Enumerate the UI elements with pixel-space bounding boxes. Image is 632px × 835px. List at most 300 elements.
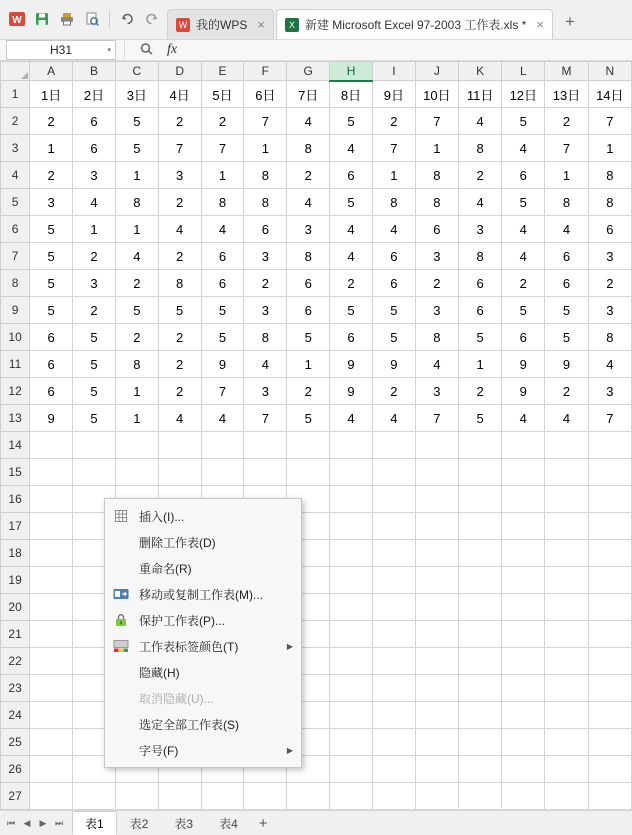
cell-K8[interactable]: 6 (459, 270, 502, 297)
cell-D13[interactable]: 4 (158, 405, 201, 432)
cell-L26[interactable] (502, 756, 545, 783)
cell-A8[interactable]: 5 (30, 270, 73, 297)
cell-M2[interactable]: 2 (545, 108, 588, 135)
cell-M8[interactable]: 6 (545, 270, 588, 297)
cell-L6[interactable]: 4 (502, 216, 545, 243)
cell-H3[interactable]: 4 (330, 135, 373, 162)
cell-G8[interactable]: 6 (287, 270, 330, 297)
close-icon[interactable]: × (536, 17, 544, 32)
cell-N15[interactable] (588, 459, 631, 486)
cell-L3[interactable]: 4 (502, 135, 545, 162)
cell-H21[interactable] (330, 621, 373, 648)
cell-E4[interactable]: 1 (201, 162, 244, 189)
cell-K6[interactable]: 3 (459, 216, 502, 243)
cell-A21[interactable] (30, 621, 73, 648)
tab-my-wps[interactable] (167, 9, 274, 39)
cell-D1[interactable]: 4日 (158, 81, 201, 108)
cell-K4[interactable]: 2 (459, 162, 502, 189)
cell-H12[interactable]: 9 (330, 378, 373, 405)
cell-E14[interactable] (201, 432, 244, 459)
cell-B12[interactable]: 5 (73, 378, 116, 405)
cell-M5[interactable]: 8 (545, 189, 588, 216)
context-menu-item-5[interactable] (105, 633, 301, 659)
cell-M1[interactable]: 13日 (545, 81, 588, 108)
row-header-13[interactable]: 13 (1, 405, 30, 432)
row-header-12[interactable]: 12 (1, 378, 30, 405)
row-header-2[interactable]: 2 (1, 108, 30, 135)
cell-D5[interactable]: 2 (158, 189, 201, 216)
cell-I20[interactable] (372, 594, 415, 621)
row-header-19[interactable]: 19 (1, 567, 30, 594)
cell-M26[interactable] (545, 756, 588, 783)
cell-A22[interactable] (30, 648, 73, 675)
print-preview-icon[interactable] (81, 8, 103, 30)
cell-L16[interactable] (502, 486, 545, 513)
cell-N19[interactable] (588, 567, 631, 594)
cell-L14[interactable] (502, 432, 545, 459)
cell-A16[interactable] (30, 486, 73, 513)
cell-G27[interactable] (287, 783, 330, 810)
row-header-5[interactable]: 5 (1, 189, 30, 216)
cell-D15[interactable] (158, 459, 201, 486)
cell-A6[interactable]: 5 (30, 216, 73, 243)
cell-L15[interactable] (502, 459, 545, 486)
cell-E10[interactable]: 5 (201, 324, 244, 351)
row-header-9[interactable]: 9 (1, 297, 30, 324)
cell-I1[interactable]: 9日 (372, 81, 415, 108)
row-header-8[interactable]: 8 (1, 270, 30, 297)
cell-F1[interactable]: 6日 (244, 81, 287, 108)
cell-L10[interactable]: 6 (502, 324, 545, 351)
cell-J1[interactable]: 10日 (415, 81, 458, 108)
cell-N5[interactable]: 8 (588, 189, 631, 216)
cell-I23[interactable] (372, 675, 415, 702)
cell-I16[interactable] (372, 486, 415, 513)
cell-K26[interactable] (459, 756, 502, 783)
cell-I25[interactable] (372, 729, 415, 756)
cell-E27[interactable] (201, 783, 244, 810)
cell-H26[interactable] (330, 756, 373, 783)
cell-G7[interactable]: 8 (287, 243, 330, 270)
cell-B10[interactable]: 5 (73, 324, 116, 351)
sheet-context-menu[interactable] (104, 498, 302, 768)
cell-F10[interactable]: 8 (244, 324, 287, 351)
cell-J11[interactable]: 4 (415, 351, 458, 378)
cell-I3[interactable]: 7 (372, 135, 415, 162)
row-header-17[interactable]: 17 (1, 513, 30, 540)
cell-J14[interactable] (415, 432, 458, 459)
cell-H20[interactable] (330, 594, 373, 621)
select-all-corner[interactable] (1, 62, 30, 81)
column-header-m[interactable]: M (545, 62, 588, 81)
cell-H5[interactable]: 5 (330, 189, 373, 216)
row-header-23[interactable]: 23 (1, 675, 30, 702)
cell-I9[interactable]: 5 (372, 297, 415, 324)
cell-E1[interactable]: 5日 (201, 81, 244, 108)
cell-A2[interactable]: 2 (30, 108, 73, 135)
cell-L22[interactable] (502, 648, 545, 675)
cell-L18[interactable] (502, 540, 545, 567)
cell-I13[interactable]: 4 (372, 405, 415, 432)
cell-F14[interactable] (244, 432, 287, 459)
row-header-16[interactable]: 16 (1, 486, 30, 513)
cell-B27[interactable] (73, 783, 116, 810)
cell-G15[interactable] (287, 459, 330, 486)
cell-J3[interactable]: 1 (415, 135, 458, 162)
cell-A11[interactable]: 6 (30, 351, 73, 378)
column-header-g[interactable]: G (287, 62, 330, 81)
cell-D8[interactable]: 8 (158, 270, 201, 297)
cell-A19[interactable] (30, 567, 73, 594)
cell-G1[interactable]: 7日 (287, 81, 330, 108)
cell-B4[interactable]: 3 (73, 162, 116, 189)
cell-G11[interactable]: 1 (287, 351, 330, 378)
cell-H23[interactable] (330, 675, 373, 702)
cell-H9[interactable]: 5 (330, 297, 373, 324)
row-header-22[interactable]: 22 (1, 648, 30, 675)
cell-E9[interactable]: 5 (201, 297, 244, 324)
cell-N3[interactable]: 1 (588, 135, 631, 162)
column-header-n[interactable]: N (588, 62, 631, 81)
cell-H27[interactable] (330, 783, 373, 810)
cell-H19[interactable] (330, 567, 373, 594)
cell-I27[interactable] (372, 783, 415, 810)
cell-B1[interactable]: 2日 (73, 81, 116, 108)
cell-L20[interactable] (502, 594, 545, 621)
cell-M20[interactable] (545, 594, 588, 621)
cell-G5[interactable]: 4 (287, 189, 330, 216)
cell-I22[interactable] (372, 648, 415, 675)
cell-N1[interactable]: 14日 (588, 81, 631, 108)
cell-J9[interactable]: 3 (415, 297, 458, 324)
cell-I6[interactable]: 4 (372, 216, 415, 243)
cell-B2[interactable]: 6 (73, 108, 116, 135)
cell-A24[interactable] (30, 702, 73, 729)
cell-N27[interactable] (588, 783, 631, 810)
cell-J5[interactable]: 8 (415, 189, 458, 216)
cell-N25[interactable] (588, 729, 631, 756)
cell-L9[interactable]: 5 (502, 297, 545, 324)
cell-K18[interactable] (459, 540, 502, 567)
close-icon[interactable]: × (257, 17, 265, 32)
context-menu-item-9[interactable] (105, 737, 301, 763)
cell-L19[interactable] (502, 567, 545, 594)
cell-L4[interactable]: 6 (502, 162, 545, 189)
cell-N14[interactable] (588, 432, 631, 459)
cell-N17[interactable] (588, 513, 631, 540)
wps-logo-icon[interactable] (6, 8, 28, 30)
cell-E15[interactable] (201, 459, 244, 486)
cell-F5[interactable]: 8 (244, 189, 287, 216)
formula-input[interactable] (183, 40, 630, 60)
cell-J6[interactable]: 6 (415, 216, 458, 243)
row-header-25[interactable]: 25 (1, 729, 30, 756)
cell-A23[interactable] (30, 675, 73, 702)
row-header-3[interactable]: 3 (1, 135, 30, 162)
cell-E11[interactable]: 9 (201, 351, 244, 378)
cell-E5[interactable]: 8 (201, 189, 244, 216)
cell-J8[interactable]: 2 (415, 270, 458, 297)
cell-C9[interactable]: 5 (115, 297, 158, 324)
context-menu-item-2[interactable] (105, 555, 301, 581)
cell-E3[interactable]: 7 (201, 135, 244, 162)
cell-G10[interactable]: 5 (287, 324, 330, 351)
sheet-tab-2[interactable]: 表2 (129, 816, 149, 831)
cell-L12[interactable]: 9 (502, 378, 545, 405)
cell-I17[interactable] (372, 513, 415, 540)
cell-N7[interactable]: 3 (588, 243, 631, 270)
cell-H4[interactable]: 6 (330, 162, 373, 189)
cell-L24[interactable] (502, 702, 545, 729)
cell-J24[interactable] (415, 702, 458, 729)
cell-H18[interactable] (330, 540, 373, 567)
cell-K19[interactable] (459, 567, 502, 594)
row-header-24[interactable]: 24 (1, 702, 30, 729)
cell-J19[interactable] (415, 567, 458, 594)
cell-L2[interactable]: 5 (502, 108, 545, 135)
redo-icon[interactable] (141, 8, 163, 30)
cell-D10[interactable]: 2 (158, 324, 201, 351)
cell-F12[interactable]: 3 (244, 378, 287, 405)
cell-H6[interactable]: 4 (330, 216, 373, 243)
cell-B11[interactable]: 5 (73, 351, 116, 378)
undo-icon[interactable] (116, 8, 138, 30)
cell-D11[interactable]: 2 (158, 351, 201, 378)
cell-M22[interactable] (545, 648, 588, 675)
cell-G12[interactable]: 2 (287, 378, 330, 405)
cell-I24[interactable] (372, 702, 415, 729)
cell-K9[interactable]: 6 (459, 297, 502, 324)
cell-J13[interactable]: 7 (415, 405, 458, 432)
cell-L25[interactable] (502, 729, 545, 756)
cell-E7[interactable]: 6 (201, 243, 244, 270)
context-menu-item-6[interactable] (105, 659, 301, 685)
cell-H15[interactable] (330, 459, 373, 486)
cell-C10[interactable]: 2 (115, 324, 158, 351)
row-header-14[interactable]: 14 (1, 432, 30, 459)
cell-K15[interactable] (459, 459, 502, 486)
cell-B14[interactable] (73, 432, 116, 459)
row-header-27[interactable]: 27 (1, 783, 30, 810)
cell-E13[interactable]: 4 (201, 405, 244, 432)
cell-C6[interactable]: 1 (115, 216, 158, 243)
cell-L5[interactable]: 5 (502, 189, 545, 216)
cell-N2[interactable]: 7 (588, 108, 631, 135)
cell-H13[interactable]: 4 (330, 405, 373, 432)
cell-A17[interactable] (30, 513, 73, 540)
cell-H17[interactable] (330, 513, 373, 540)
cell-K1[interactable]: 11日 (459, 81, 502, 108)
new-tab-button[interactable]: + (564, 12, 575, 31)
cell-I5[interactable]: 8 (372, 189, 415, 216)
cell-M24[interactable] (545, 702, 588, 729)
cell-B15[interactable] (73, 459, 116, 486)
cell-I10[interactable]: 5 (372, 324, 415, 351)
cell-C1[interactable]: 3日 (115, 81, 158, 108)
column-header-d[interactable]: D (158, 62, 201, 81)
cell-K2[interactable]: 4 (459, 108, 502, 135)
cell-K20[interactable] (459, 594, 502, 621)
cell-H10[interactable]: 6 (330, 324, 373, 351)
cell-H24[interactable] (330, 702, 373, 729)
cell-A15[interactable] (30, 459, 73, 486)
cell-N4[interactable]: 8 (588, 162, 631, 189)
cell-A14[interactable] (30, 432, 73, 459)
cell-H25[interactable] (330, 729, 373, 756)
tab-workbook[interactable] (276, 9, 553, 39)
cell-C4[interactable]: 1 (115, 162, 158, 189)
cell-M7[interactable]: 6 (545, 243, 588, 270)
sheet-tab-4[interactable]: 表4 (219, 816, 238, 831)
cell-H8[interactable]: 2 (330, 270, 373, 297)
cell-N8[interactable]: 2 (588, 270, 631, 297)
cell-J17[interactable] (415, 513, 458, 540)
name-box[interactable] (6, 40, 116, 60)
cell-G2[interactable]: 4 (287, 108, 330, 135)
cell-N6[interactable]: 6 (588, 216, 631, 243)
cell-B9[interactable]: 2 (73, 297, 116, 324)
cell-D9[interactable]: 5 (158, 297, 201, 324)
cell-G9[interactable]: 6 (287, 297, 330, 324)
cell-N10[interactable]: 8 (588, 324, 631, 351)
cell-D12[interactable]: 2 (158, 378, 201, 405)
context-menu-item-4[interactable] (105, 607, 301, 633)
cell-G13[interactable]: 5 (287, 405, 330, 432)
cell-C13[interactable]: 1 (115, 405, 158, 432)
cell-E8[interactable]: 6 (201, 270, 244, 297)
cell-J18[interactable] (415, 540, 458, 567)
cell-A26[interactable] (30, 756, 73, 783)
prev-sheet-icon[interactable]: ◀ (23, 817, 31, 828)
column-header-k[interactable]: K (459, 62, 502, 81)
column-header-i[interactable]: I (372, 62, 415, 81)
cell-G3[interactable]: 8 (287, 135, 330, 162)
row-header-18[interactable]: 18 (1, 540, 30, 567)
spreadsheet-grid[interactable] (0, 61, 632, 810)
cell-M13[interactable]: 4 (545, 405, 588, 432)
cell-L21[interactable] (502, 621, 545, 648)
cell-D3[interactable]: 7 (158, 135, 201, 162)
cell-A20[interactable] (30, 594, 73, 621)
cell-K13[interactable]: 5 (459, 405, 502, 432)
cell-I4[interactable]: 1 (372, 162, 415, 189)
cell-E12[interactable]: 7 (201, 378, 244, 405)
last-sheet-icon[interactable]: ⏭ (54, 817, 64, 828)
cell-H22[interactable] (330, 648, 373, 675)
cell-M21[interactable] (545, 621, 588, 648)
cell-K24[interactable] (459, 702, 502, 729)
cell-I7[interactable]: 6 (372, 243, 415, 270)
cell-L23[interactable] (502, 675, 545, 702)
cell-L1[interactable]: 12日 (502, 81, 545, 108)
row-header-15[interactable]: 15 (1, 459, 30, 486)
row-header-1[interactable]: 1 (1, 81, 30, 108)
cell-D6[interactable]: 4 (158, 216, 201, 243)
cell-I15[interactable] (372, 459, 415, 486)
cell-D4[interactable]: 3 (158, 162, 201, 189)
cell-E6[interactable]: 4 (201, 216, 244, 243)
cell-I14[interactable] (372, 432, 415, 459)
cell-M12[interactable]: 2 (545, 378, 588, 405)
cell-L7[interactable]: 4 (502, 243, 545, 270)
cell-F6[interactable]: 6 (244, 216, 287, 243)
cell-C2[interactable]: 5 (115, 108, 158, 135)
cell-L8[interactable]: 2 (502, 270, 545, 297)
cell-F7[interactable]: 3 (244, 243, 287, 270)
cell-I8[interactable]: 6 (372, 270, 415, 297)
print-icon[interactable] (56, 8, 78, 30)
row-header-21[interactable]: 21 (1, 621, 30, 648)
cell-K27[interactable] (459, 783, 502, 810)
column-header-a[interactable]: A (30, 62, 73, 81)
cell-K10[interactable]: 5 (459, 324, 502, 351)
context-menu-item-3[interactable] (105, 581, 301, 607)
cell-K23[interactable] (459, 675, 502, 702)
cell-N16[interactable] (588, 486, 631, 513)
column-header-f[interactable]: F (244, 62, 287, 81)
cell-I19[interactable] (372, 567, 415, 594)
insert-function-icon[interactable]: fx (167, 42, 178, 57)
cell-K16[interactable] (459, 486, 502, 513)
cell-J25[interactable] (415, 729, 458, 756)
cell-M25[interactable] (545, 729, 588, 756)
cell-B13[interactable]: 5 (73, 405, 116, 432)
cell-I2[interactable]: 2 (372, 108, 415, 135)
cell-G4[interactable]: 2 (287, 162, 330, 189)
cell-M16[interactable] (545, 486, 588, 513)
first-sheet-icon[interactable]: ⏮ (6, 817, 16, 828)
cell-A5[interactable]: 3 (30, 189, 73, 216)
cell-M17[interactable] (545, 513, 588, 540)
cell-A10[interactable]: 6 (30, 324, 73, 351)
add-sheet-button[interactable]: + (258, 814, 268, 832)
cell-A25[interactable] (30, 729, 73, 756)
cell-C7[interactable]: 4 (115, 243, 158, 270)
column-header-l[interactable]: L (502, 62, 545, 81)
cell-M19[interactable] (545, 567, 588, 594)
cell-A18[interactable] (30, 540, 73, 567)
cell-C12[interactable]: 1 (115, 378, 158, 405)
cell-N12[interactable]: 3 (588, 378, 631, 405)
cell-N13[interactable]: 7 (588, 405, 631, 432)
cell-M10[interactable]: 5 (545, 324, 588, 351)
cell-N18[interactable] (588, 540, 631, 567)
cell-A12[interactable]: 6 (30, 378, 73, 405)
cell-N20[interactable] (588, 594, 631, 621)
cell-D27[interactable] (158, 783, 201, 810)
cell-M14[interactable] (545, 432, 588, 459)
column-header-b[interactable]: B (73, 62, 116, 81)
cell-F27[interactable] (244, 783, 287, 810)
cell-M6[interactable]: 4 (545, 216, 588, 243)
cell-C8[interactable]: 2 (115, 270, 158, 297)
cell-N11[interactable]: 4 (588, 351, 631, 378)
cell-N26[interactable] (588, 756, 631, 783)
cell-L11[interactable]: 9 (502, 351, 545, 378)
cell-J23[interactable] (415, 675, 458, 702)
row-header-4[interactable]: 4 (1, 162, 30, 189)
cell-C14[interactable] (115, 432, 158, 459)
cell-J15[interactable] (415, 459, 458, 486)
cell-B6[interactable]: 1 (73, 216, 116, 243)
cell-C15[interactable] (115, 459, 158, 486)
cell-M3[interactable]: 7 (545, 135, 588, 162)
cell-K7[interactable]: 8 (459, 243, 502, 270)
cell-A3[interactable]: 1 (30, 135, 73, 162)
cell-J22[interactable] (415, 648, 458, 675)
cell-H14[interactable] (330, 432, 373, 459)
cell-M4[interactable]: 1 (545, 162, 588, 189)
